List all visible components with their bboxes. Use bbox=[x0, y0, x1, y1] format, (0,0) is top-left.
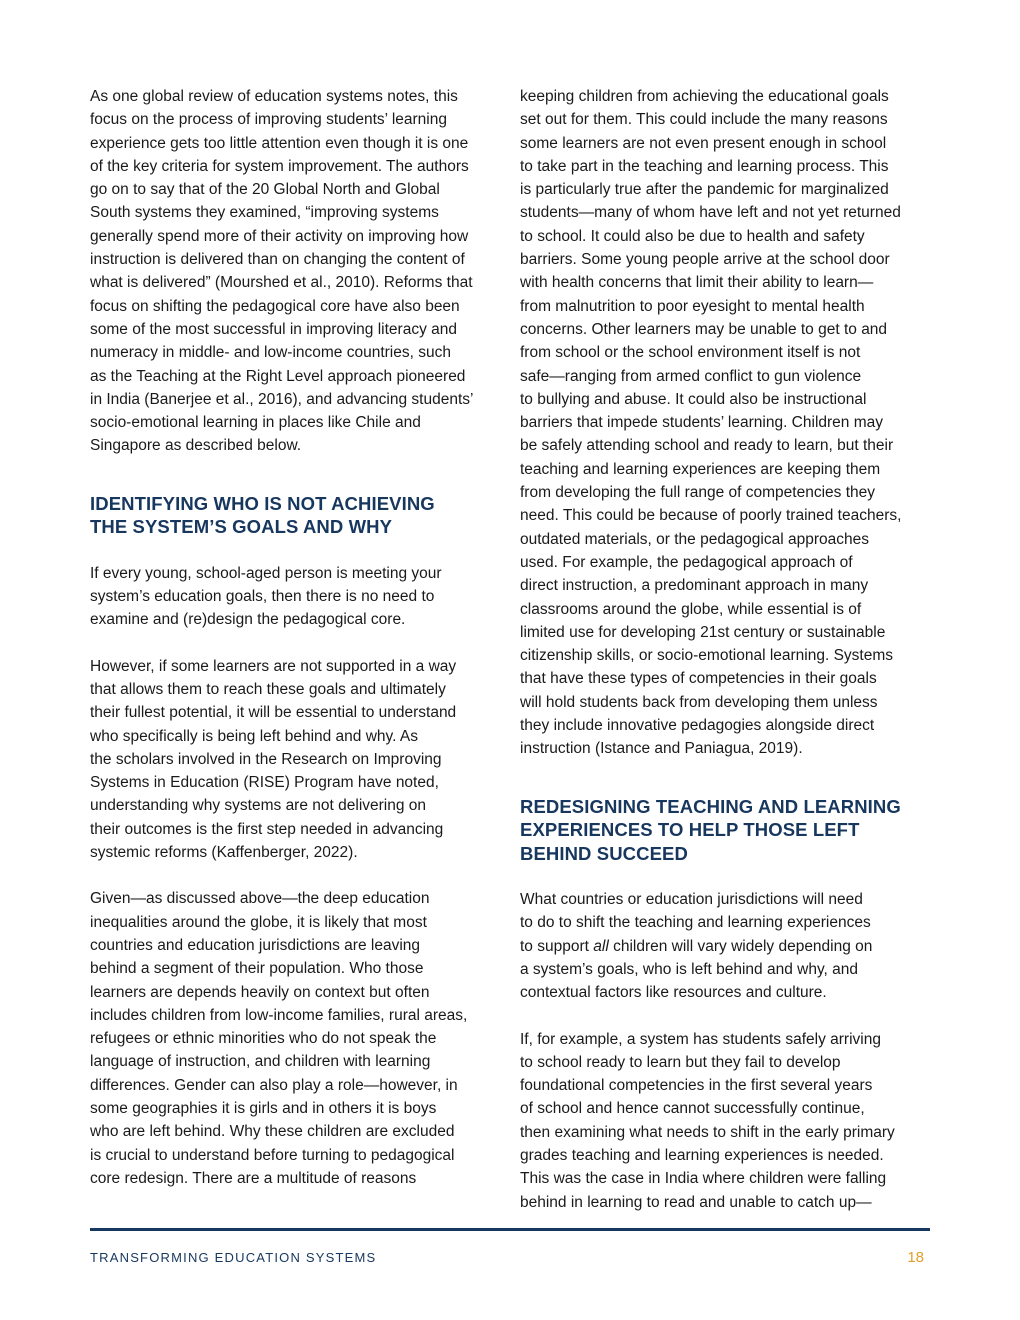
left-paragraph-1: As one global review of education systems notes, this focus on the process of improving students’ learning experience gets too little attention even though it is one of the key criteria for system improvement. The authors go on to say that of the 20 Global North and Global South systems they examined, “improving systems generally spend more of their activity on improving how instruction is delivered than on changing the content of what is delivered” (Mourshed et al., 2010). Reforms that focus on shifting the pedagogical core have also been some of the most successful in improving literacy and numeracy in middle- and low-income countries, such as the Teaching at the Right Level approach pioneered in India (Banerjee et al., 2016), and advancing students’ socio-emotional learning in places like Chile and Singapore as described below. bbox=[90, 88, 474, 455]
right-paragraph-2 bbox=[520, 888, 940, 1004]
page-number: 18 bbox=[907, 1249, 924, 1266]
right-paragraph-2-emphasis: all bbox=[593, 937, 609, 955]
section-heading-identifying: IDENTIFYING WHO IS NOT ACHIEVING THE SYSTEM’S GOALS AND WHY bbox=[90, 492, 435, 538]
left-paragraph-2: If every young, school-aged person is meeting your system’s education goals, then there is no need to examine and (re)design the pedagogical core. bbox=[90, 564, 442, 629]
left-column bbox=[90, 85, 510, 1190]
right-column bbox=[520, 85, 940, 1214]
footer-rule bbox=[90, 1228, 930, 1231]
left-paragraph-3: However, if some learners are not supported in a way that allows them to reach these goals and ultimately their fullest potential, it will be essential to understand who specifically is being left behind and why. As the scholars involved in the Research on Improving Systems in Education (RISE) Program have noted, understanding why systems are not delivering on their outcomes is the first step needed in advancing systemic reforms (Kaffenberger, 2022). bbox=[90, 657, 457, 862]
left-paragraph-4: Given—as discussed above—the deep education inequalities around the globe, it is likely that most countries and education jurisdictions are leaving behind a segment of their population. Who those learners are depends heavily on context but often includes children from low-income families, rural areas, refugees or ethnic minorities who do not speak the language of instruction, and children with learning differences. Gender can also play a role—however, in some geographies it is girls and in others it is boys who are left behind. Why these children are excluded is crucial to understand before turning to pedagogical core redesign. There are a multitude of reasons bbox=[90, 890, 468, 1187]
section-heading-redesigning: REDESIGNING TEACHING AND LEARNING EXPERIENCES TO HELP THOSE LEFT BEHIND SUCCEED bbox=[520, 795, 901, 864]
footer-running-title: TRANSFORMING EDUCATION SYSTEMS bbox=[90, 1250, 377, 1265]
right-paragraph-3: If, for example, a system has students safely arriving to school ready to learn but they fail to develop foundational competencies in the first several years of school and hence cannot successfully continue, then examining what needs to shift in the early primary grades teaching and learning experiences is needed. This was the case in India where children were falling behind in learning to read and unable to catch up— bbox=[520, 1030, 895, 1211]
right-paragraph-2-start: What countries or education jurisdictions will need to do to shift the teaching and learning experiences to support bbox=[520, 891, 871, 955]
right-paragraph-1: keeping children from achieving the educational goals set out for them. This could include the many reasons some learners are not even present enough in school to take part in the teaching and learning process. This is particularly true after the pandemic for marginalized students—many of whom have left and not yet returned to school. It could also be due to health and safety barriers. Some young people arrive at the school door with health concerns that limit their ability to learn— from malnutrition to poor eyesight to mental health concerns. Other learners may be unable to get to and from school or the school environment itself is not safe—ranging from armed conflict to gun violence to bullying and abuse. It could also be instructional barriers that impede students’ learning. Children may be safely attending school and ready to learn, but their teaching and learning experiences are keeping them from developing the full range of competencies they need. This could be because of poorly trained teachers, outdated materials, or the pedagogical approaches used. For example, the pedagogical approach of direct instruction, a predominant approach in many classrooms around the globe, while essential is of limited use for developing 21st century or sustainable citizenship skills, or socio-emotional learning. Systems that have these types of competencies in their goals will hold students back from developing them unless they include innovative pedagogies alongside direct instruction (Istance and Paniagua, 2019). bbox=[520, 88, 902, 758]
right-paragraph-2-end: children will vary widely depending on a system’s goals, who is left behind and why, and contextual factors like resources and culture. bbox=[520, 937, 873, 1002]
